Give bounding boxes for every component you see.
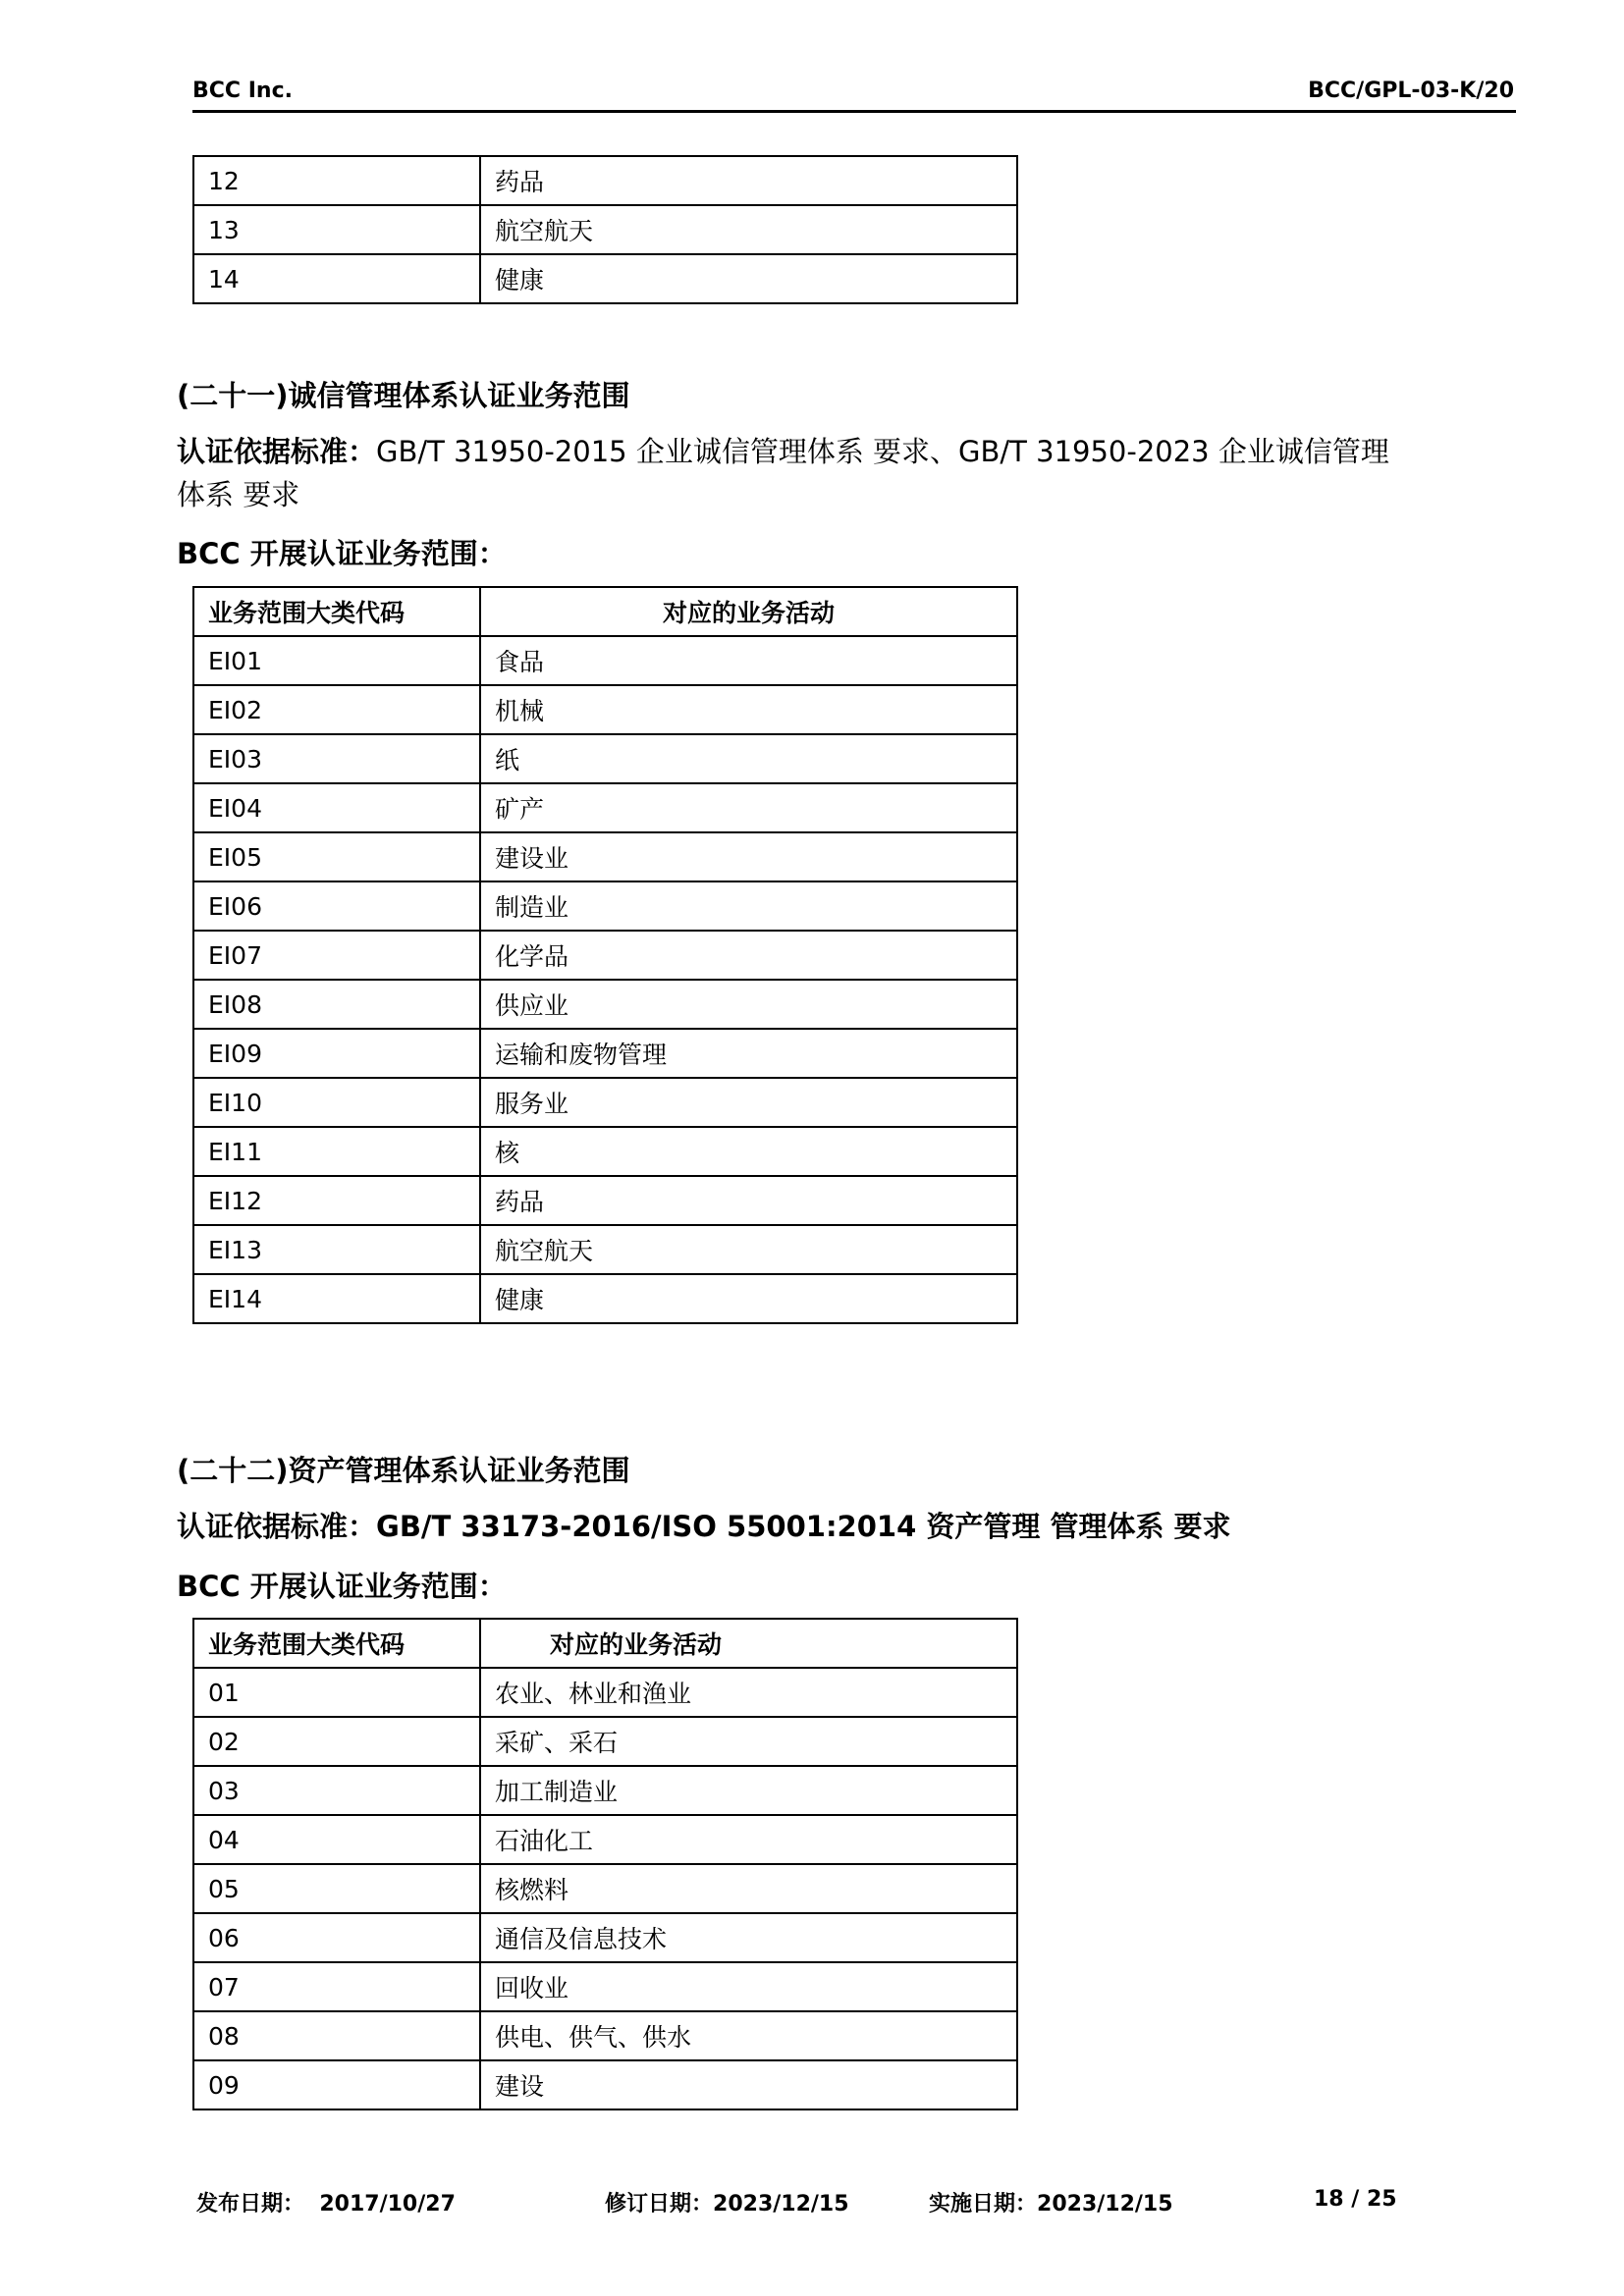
business-activity-cell: 食品 [480,636,1017,685]
scope-code-cell: EI07 [193,931,480,980]
scope-code-cell: EI11 [193,1127,480,1176]
table-row [193,931,1017,980]
table-row [193,1127,1017,1176]
scope-code-cell: EI04 [193,783,480,832]
scope-code-cell: EI13 [193,1225,480,1274]
scope-code-cell: EI08 [193,980,480,1029]
business-activity-cell: 运输和废物管理 [480,1029,1017,1078]
scope-code-cell: 04 [193,1815,480,1864]
column-header-activity: 对应的业务活动 [480,1619,1017,1668]
business-activity-cell: 通信及信息技术 [480,1913,1017,1962]
table-row [193,1864,1017,1913]
continued-scope-table [192,155,1018,304]
scope-code-cell: 12 [193,156,480,205]
section-21-scope-label: BCC 开展认证业务范围： [177,537,507,570]
table-row [193,1029,1017,1078]
column-header-code: 业务范围大类代码 [193,587,480,636]
table-header-row [193,1619,1017,1668]
table-row [193,1913,1017,1962]
revise-date-value: 2023/12/15 [713,2192,849,2216]
table-row [193,2011,1017,2060]
business-activity-cell: 制造业 [480,881,1017,931]
table-row [193,1668,1017,1717]
section-22-standard [177,1505,1231,1548]
scope-code-cell: 09 [193,2060,480,2109]
scope-code-cell: EI03 [193,734,480,783]
table-row [193,1815,1017,1864]
table-row [193,1274,1017,1323]
footer-revise-date [605,2187,849,2217]
table-row [193,156,1017,205]
business-activity-cell: 药品 [480,156,1017,205]
scope-code-cell: 13 [193,205,480,254]
table-row [193,636,1017,685]
business-activity-cell: 航空航天 [480,1225,1017,1274]
section-21-title: (二十一)诚信管理体系认证业务范围 [177,379,630,412]
business-activity-cell: 石油化工 [480,1815,1017,1864]
section-21-standard-text-line1: GB/T 31950-2015 企业诚信管理体系 要求、GB/T 31950-2023 企业诚信管理 [376,435,1389,468]
section-22-standard-label: 认证依据标准： [177,1510,377,1543]
scope-code-cell: EI02 [193,685,480,734]
table-row [193,832,1017,881]
business-activity-cell: 纸 [480,734,1017,783]
table-row [193,881,1017,931]
scope-code-cell: EI09 [193,1029,480,1078]
business-activity-cell: 药品 [480,1176,1017,1225]
business-activity-cell: 核 [480,1127,1017,1176]
footer-issue-date [196,2187,456,2217]
table-row [193,980,1017,1029]
table-row [193,205,1017,254]
business-activity-cell: 机械 [480,685,1017,734]
section-21-standard [177,430,1389,473]
table-row [193,783,1017,832]
scope-code-cell: 08 [193,2011,480,2060]
revise-date-label: 修订日期： [605,2192,714,2216]
scope-code-cell: 02 [193,1717,480,1766]
table-row [193,1717,1017,1766]
section-22-title: (二十二)资产管理体系认证业务范围 [177,1454,630,1487]
section-22-scope-label: BCC 开展认证业务范围： [177,1570,507,1603]
scope-code-cell: EI10 [193,1078,480,1127]
business-activity-cell: 健康 [480,254,1017,303]
business-activity-cell: 化学品 [480,931,1017,980]
header-divider [192,110,1516,113]
effective-date-value: 2023/12/15 [1037,2192,1173,2216]
scope-code-cell: EI01 [193,636,480,685]
page-number: 18 / 25 [1314,2187,1397,2212]
table-row [193,254,1017,303]
column-header-activity: 对应的业务活动 [480,587,1017,636]
scope-code-cell: 01 [193,1668,480,1717]
business-activity-cell: 健康 [480,1274,1017,1323]
effective-date-label: 实施日期： [929,2192,1038,2216]
business-activity-cell: 加工制造业 [480,1766,1017,1815]
scope-code-cell: 14 [193,254,480,303]
document-code: BCC/GPL-03-K/20 [1308,79,1514,103]
scope-code-cell: EI12 [193,1176,480,1225]
table-row [193,1176,1017,1225]
table-row [193,2060,1017,2109]
table-row [193,685,1017,734]
scope-code-cell: 06 [193,1913,480,1962]
business-activity-cell: 供应业 [480,980,1017,1029]
business-activity-cell: 服务业 [480,1078,1017,1127]
business-activity-cell: 供电、供气、供水 [480,2011,1017,2060]
business-activity-cell: 回收业 [480,1962,1017,2011]
business-activity-cell: 建设业 [480,832,1017,881]
section-21-standard-label: 认证依据标准： [177,435,377,468]
section-21-standard-text-line2: 体系 要求 [177,478,300,511]
table-row [193,1962,1017,2011]
scope-code-cell: 05 [193,1864,480,1913]
table-row [193,1225,1017,1274]
company-name: BCC Inc. [192,79,293,103]
business-activity-cell: 建设 [480,2060,1017,2109]
footer-effective-date [929,2187,1173,2217]
business-activity-cell: 采矿、采石 [480,1717,1017,1766]
scope-code-cell: EI06 [193,881,480,931]
section-21-scope-table [192,586,1018,1324]
table-row [193,1078,1017,1127]
business-activity-cell: 矿产 [480,783,1017,832]
issue-date-label: 发布日期： [196,2192,305,2216]
business-activity-cell: 航空航天 [480,205,1017,254]
scope-code-cell: 07 [193,1962,480,2011]
column-header-code: 业务范围大类代码 [193,1619,480,1668]
issue-date-value: 2017/10/27 [319,2192,456,2216]
business-activity-cell: 农业、林业和渔业 [480,1668,1017,1717]
section-22-standard-text: GB/T 33173-2016/ISO 55001:2014 资产管理 管理体系 要求 [376,1510,1231,1543]
scope-code-cell: 03 [193,1766,480,1815]
scope-code-cell: EI14 [193,1274,480,1323]
table-row [193,734,1017,783]
table-row [193,1766,1017,1815]
table-header-row [193,587,1017,636]
business-activity-cell: 核燃料 [480,1864,1017,1913]
scope-code-cell: EI05 [193,832,480,881]
section-22-scope-table [192,1618,1018,2110]
